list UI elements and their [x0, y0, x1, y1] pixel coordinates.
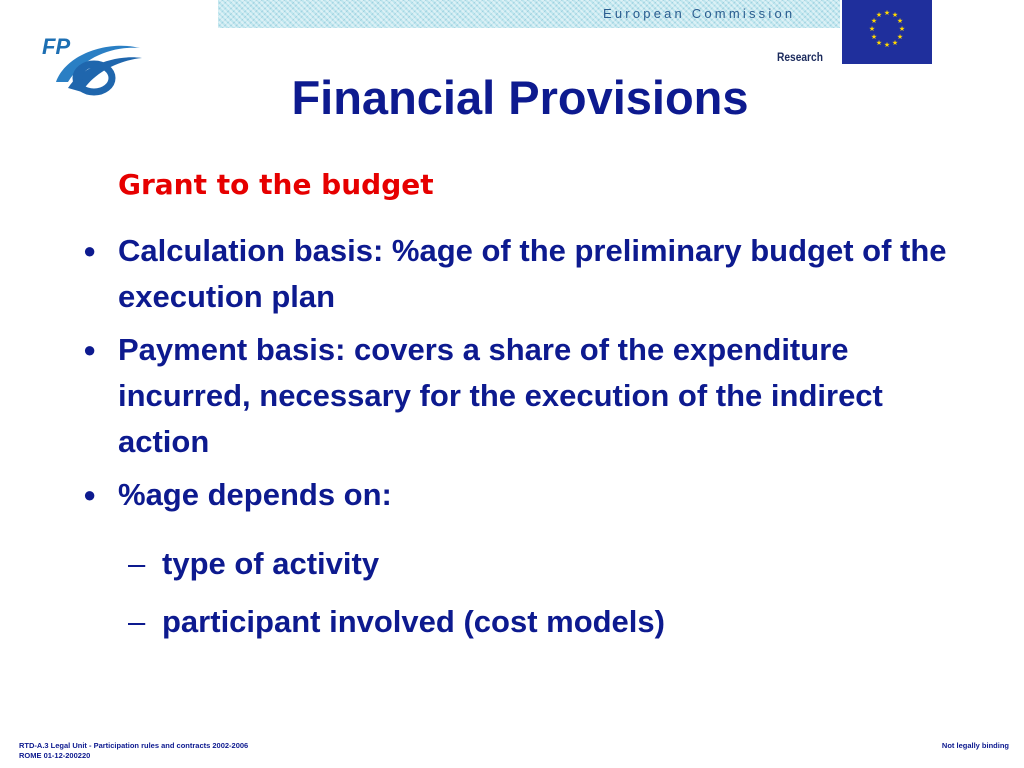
- svg-text:★: ★: [875, 39, 883, 47]
- bullet-dot-icon: ●: [83, 482, 97, 507]
- sub-bullet-text: type of activity: [162, 546, 380, 581]
- dash-icon: –: [128, 604, 146, 639]
- bullet-text: %age depends on:: [118, 477, 392, 512]
- bullet-text: Calculation basis: %age of the preliminary budget of the execution plan: [118, 233, 947, 314]
- bullet-dot-icon: ●: [83, 238, 97, 263]
- bullet-item: [80, 327, 980, 465]
- sub-bullet-item: [126, 600, 926, 644]
- sub-bullet-text: participant involved (cost models): [162, 604, 665, 639]
- svg-text:★: ★: [870, 17, 878, 25]
- dash-icon: –: [128, 546, 146, 581]
- svg-text:★: ★: [891, 39, 899, 47]
- footer-line-2: ROME 01-12-200220: [19, 751, 91, 760]
- header-banner: [218, 0, 840, 28]
- svg-text:★: ★: [898, 25, 906, 33]
- bullet-item: [80, 228, 980, 320]
- svg-text:★: ★: [896, 17, 904, 25]
- eu-flag-icon: [842, 0, 932, 64]
- sub-bullet-list: [126, 542, 926, 658]
- fp-logo-text: FP: [42, 34, 71, 59]
- svg-text:★: ★: [875, 11, 883, 19]
- bullet-text: Payment basis: covers a share of the expenditure incurred, necessary for the execution of the indirect action: [118, 332, 883, 459]
- slide-title: Financial Provisions: [291, 71, 749, 124]
- svg-text:★: ★: [870, 33, 878, 41]
- bullet-item: [80, 472, 980, 518]
- slide-subtitle: Grant to the budget: [118, 168, 434, 201]
- footer-line-1: RTD-A.3 Legal Unit - Participation rules and contracts 2002-2006: [19, 741, 249, 750]
- commission-label: European Commission: [603, 6, 796, 21]
- bullet-dot-icon: ●: [83, 337, 97, 362]
- footer-disclaimer: Not legally binding: [941, 741, 1009, 750]
- svg-text:★: ★: [868, 25, 876, 33]
- footer-left: [19, 741, 248, 761]
- bullet-list: [80, 228, 980, 525]
- research-label: Research: [777, 50, 823, 64]
- svg-text:★: ★: [883, 41, 891, 49]
- svg-text:★: ★: [883, 9, 891, 17]
- sub-bullet-item: [126, 542, 926, 586]
- svg-text:★: ★: [896, 33, 904, 41]
- svg-text:★: ★: [891, 11, 899, 19]
